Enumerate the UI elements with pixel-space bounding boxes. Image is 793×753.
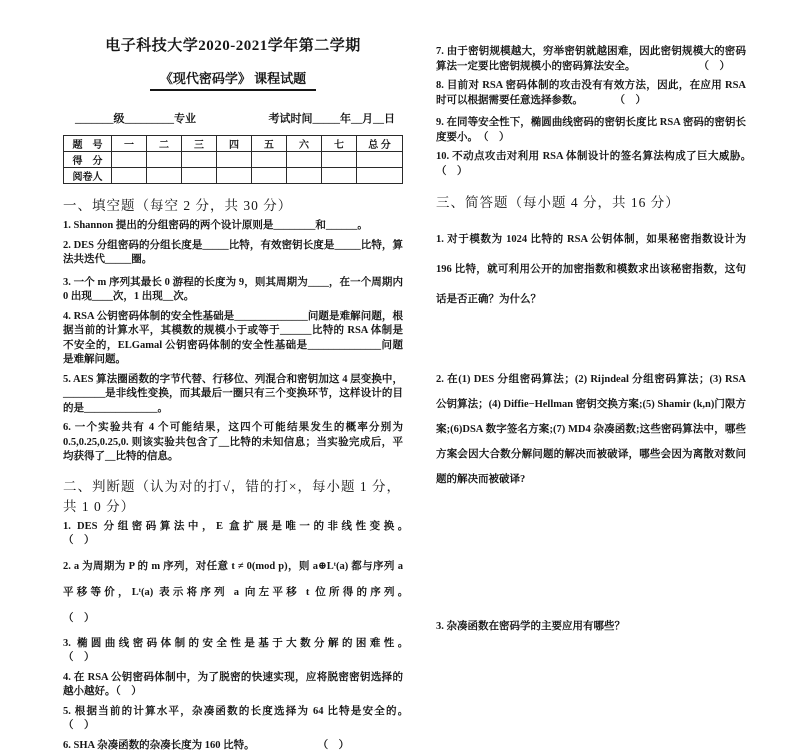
exam-date-blanks: 考试时间_____年__月__日 (269, 110, 396, 126)
score-table-header-cell: 三 (182, 136, 217, 152)
score-table-header-cell: 总 分 (357, 136, 403, 152)
score-cell (252, 152, 287, 168)
course-title: 《现代密码学》 课程试题 (150, 68, 316, 91)
section-short-heading: 三、简答题（每小题 4 分，共 16 分） (436, 191, 746, 211)
score-cell (112, 152, 147, 168)
left-column (63, 34, 403, 753)
score-cell (182, 152, 217, 168)
score-table (63, 135, 403, 184)
judge-question-5: 5. 根据当前的计算水平，杂凑函数的长度选择为 64 比特是安全的。 （ ） (63, 705, 403, 734)
class-major-blanks: _______级_________专业 (75, 110, 196, 126)
grader-cell (287, 168, 322, 184)
grader-cell (322, 168, 357, 184)
judge-question-1: 1. DES 分组密码算法中，E 盒扩展是唯一的非线性变换。 （ ） (63, 520, 403, 549)
page-title: 电子科技大学2020-2021学年第二学期 (63, 34, 403, 55)
score-cell (357, 152, 403, 168)
score-cell (217, 152, 252, 168)
fill-question-2: 2. DES 分组密码的分组长度是_____比特，有效密钥长度是_____比特，算法共迭代_____圈。 (63, 239, 403, 268)
grader-row (64, 168, 403, 184)
fill-question-5: 5. AES 算法圈函数的字节代替、行移位、列混合和密钥加这 4 层变换中，________是非线性变换，而其最后一圈只有三个变换环节，这样设计的目的是______________。 (63, 373, 403, 417)
judge-question-7: 7. 由于密钥规模越大，穷举密钥就越困难，因此密钥规模大的密码算法一定要比密钥规模小的密码算法安全。 （ ） (436, 45, 746, 74)
short-question-2: 2. 在(1) DES 分组密码算法；(2) Rijndeal 分组密码算法；(3) RSA 公钥算法；(4) Diffie−Hellman 密钥交换方案;(5) Shamir (k,n)门限方案;(6)DSA 数字签名方案;(7) MD4 杂凑函数;这些密码算法中，哪些方案会因大合数分解问题的解决而被破译，哪些会因为离散对数问题的解决而被破译? (436, 367, 746, 492)
judge-question-10: 10. 不动点攻击对利用 RSA 体制设计的签名算法构成了巨大威胁。 （ ） (436, 150, 746, 179)
score-cell (147, 152, 182, 168)
score-table-header-cell: 五 (252, 136, 287, 152)
fill-question-6: 6. 一个实验共有 4 个可能结果，这四个可能结果发生的概率分别为 0.5,0.25,0.25,0. 则该实验共包含了__比特的未知信息；当实验完成后，平均获得了__比特的信息。 (63, 421, 403, 465)
score-row-label: 得 分 (64, 152, 112, 168)
grader-cell (147, 168, 182, 184)
fill-question-3: 3. 一个 m 序列其最长 0 游程的长度为 9，则其周期为____，在一个周期内 0 出现____次，1 出现__次。 (63, 276, 403, 305)
grader-cell (112, 168, 147, 184)
score-row (64, 152, 403, 168)
grader-cell (182, 168, 217, 184)
course-title-wrap (63, 68, 403, 91)
judge-question-9: 9. 在同等安全性下，椭圆曲线密码的密钥长度比 RSA 密码的密钥长度要小。 （ ） (436, 116, 746, 145)
fill-question-1: 1. Shannon 提出的分组密码的两个设计原则是________和______。 (63, 219, 403, 234)
score-table-header-cell: 四 (217, 136, 252, 152)
score-table-header-cell: 七 (322, 136, 357, 152)
short-question-1: 1. 对于模数为 1024 比特的 RSA 公钥体制，如果秘密指数设计为 196 比特，就可利用公开的加密指数和模数求出该秘密指数，这句话是否正确？为什么？ (436, 225, 746, 315)
grader-cell (357, 168, 403, 184)
fill-question-4: 4. RSA 公钥密码体制的安全性基础是______________问题是难解问题，根据当前的计算水平，其模数的规模小于或等于______比特的 RSA 体制是不安全的，ELGamal 公钥密码体制的安全性基础是______________问题是难解问题。 (63, 310, 403, 368)
score-cell (322, 152, 357, 168)
grader-row-label: 阅卷人 (64, 168, 112, 184)
judge-question-3: 3. 椭圆曲线密码体制的安全性是基于大数分解的困难性。 （ ） (63, 637, 403, 666)
section-judge-heading: 二、判断题（认为对的打√，错的打×，每小题 1 分，共 1 0 分） (63, 475, 403, 515)
score-table-header-cell: 一 (112, 136, 147, 152)
section-fill-heading: 一、填空题（每空 2 分，共 30 分） (63, 194, 403, 214)
right-column (436, 40, 746, 635)
judge-question-4: 4. 在 RSA 公钥密码体制中，为了脱密的快速实现，应将脱密密钥选择的越小越好。（ ） (63, 671, 403, 700)
score-table-header-cell: 二 (147, 136, 182, 152)
score-cell (287, 152, 322, 168)
grader-cell (252, 168, 287, 184)
grader-cell (217, 168, 252, 184)
exam-info-line (63, 110, 403, 126)
judge-question-6: 6. SHA 杂凑函数的杂凑长度为 160 比特。 （ ） (63, 739, 403, 753)
judge-question-8: 8. 目前对 RSA 密码体制的攻击没有有效方法，因此，在应用 RSA 时可以根据需要任意选择参数。 （ ） (436, 79, 746, 108)
score-table-corner-cell: 题 号 (64, 136, 112, 152)
score-table-header-row (64, 136, 403, 152)
judge-question-2: 2. a 为周期为 P 的 m 序列，对任意 t ≠ 0(mod p)，则 a⊕Lᵗ(a) 都与序列 a 平移等价，Lᵗ(a) 表示将序列 a 向左平移 t 位所得的序列。 （ ） (63, 554, 403, 632)
short-question-3: 3. 杂凑函数在密码学的主要应用有哪些？ (436, 620, 746, 635)
score-table-header-cell: 六 (287, 136, 322, 152)
